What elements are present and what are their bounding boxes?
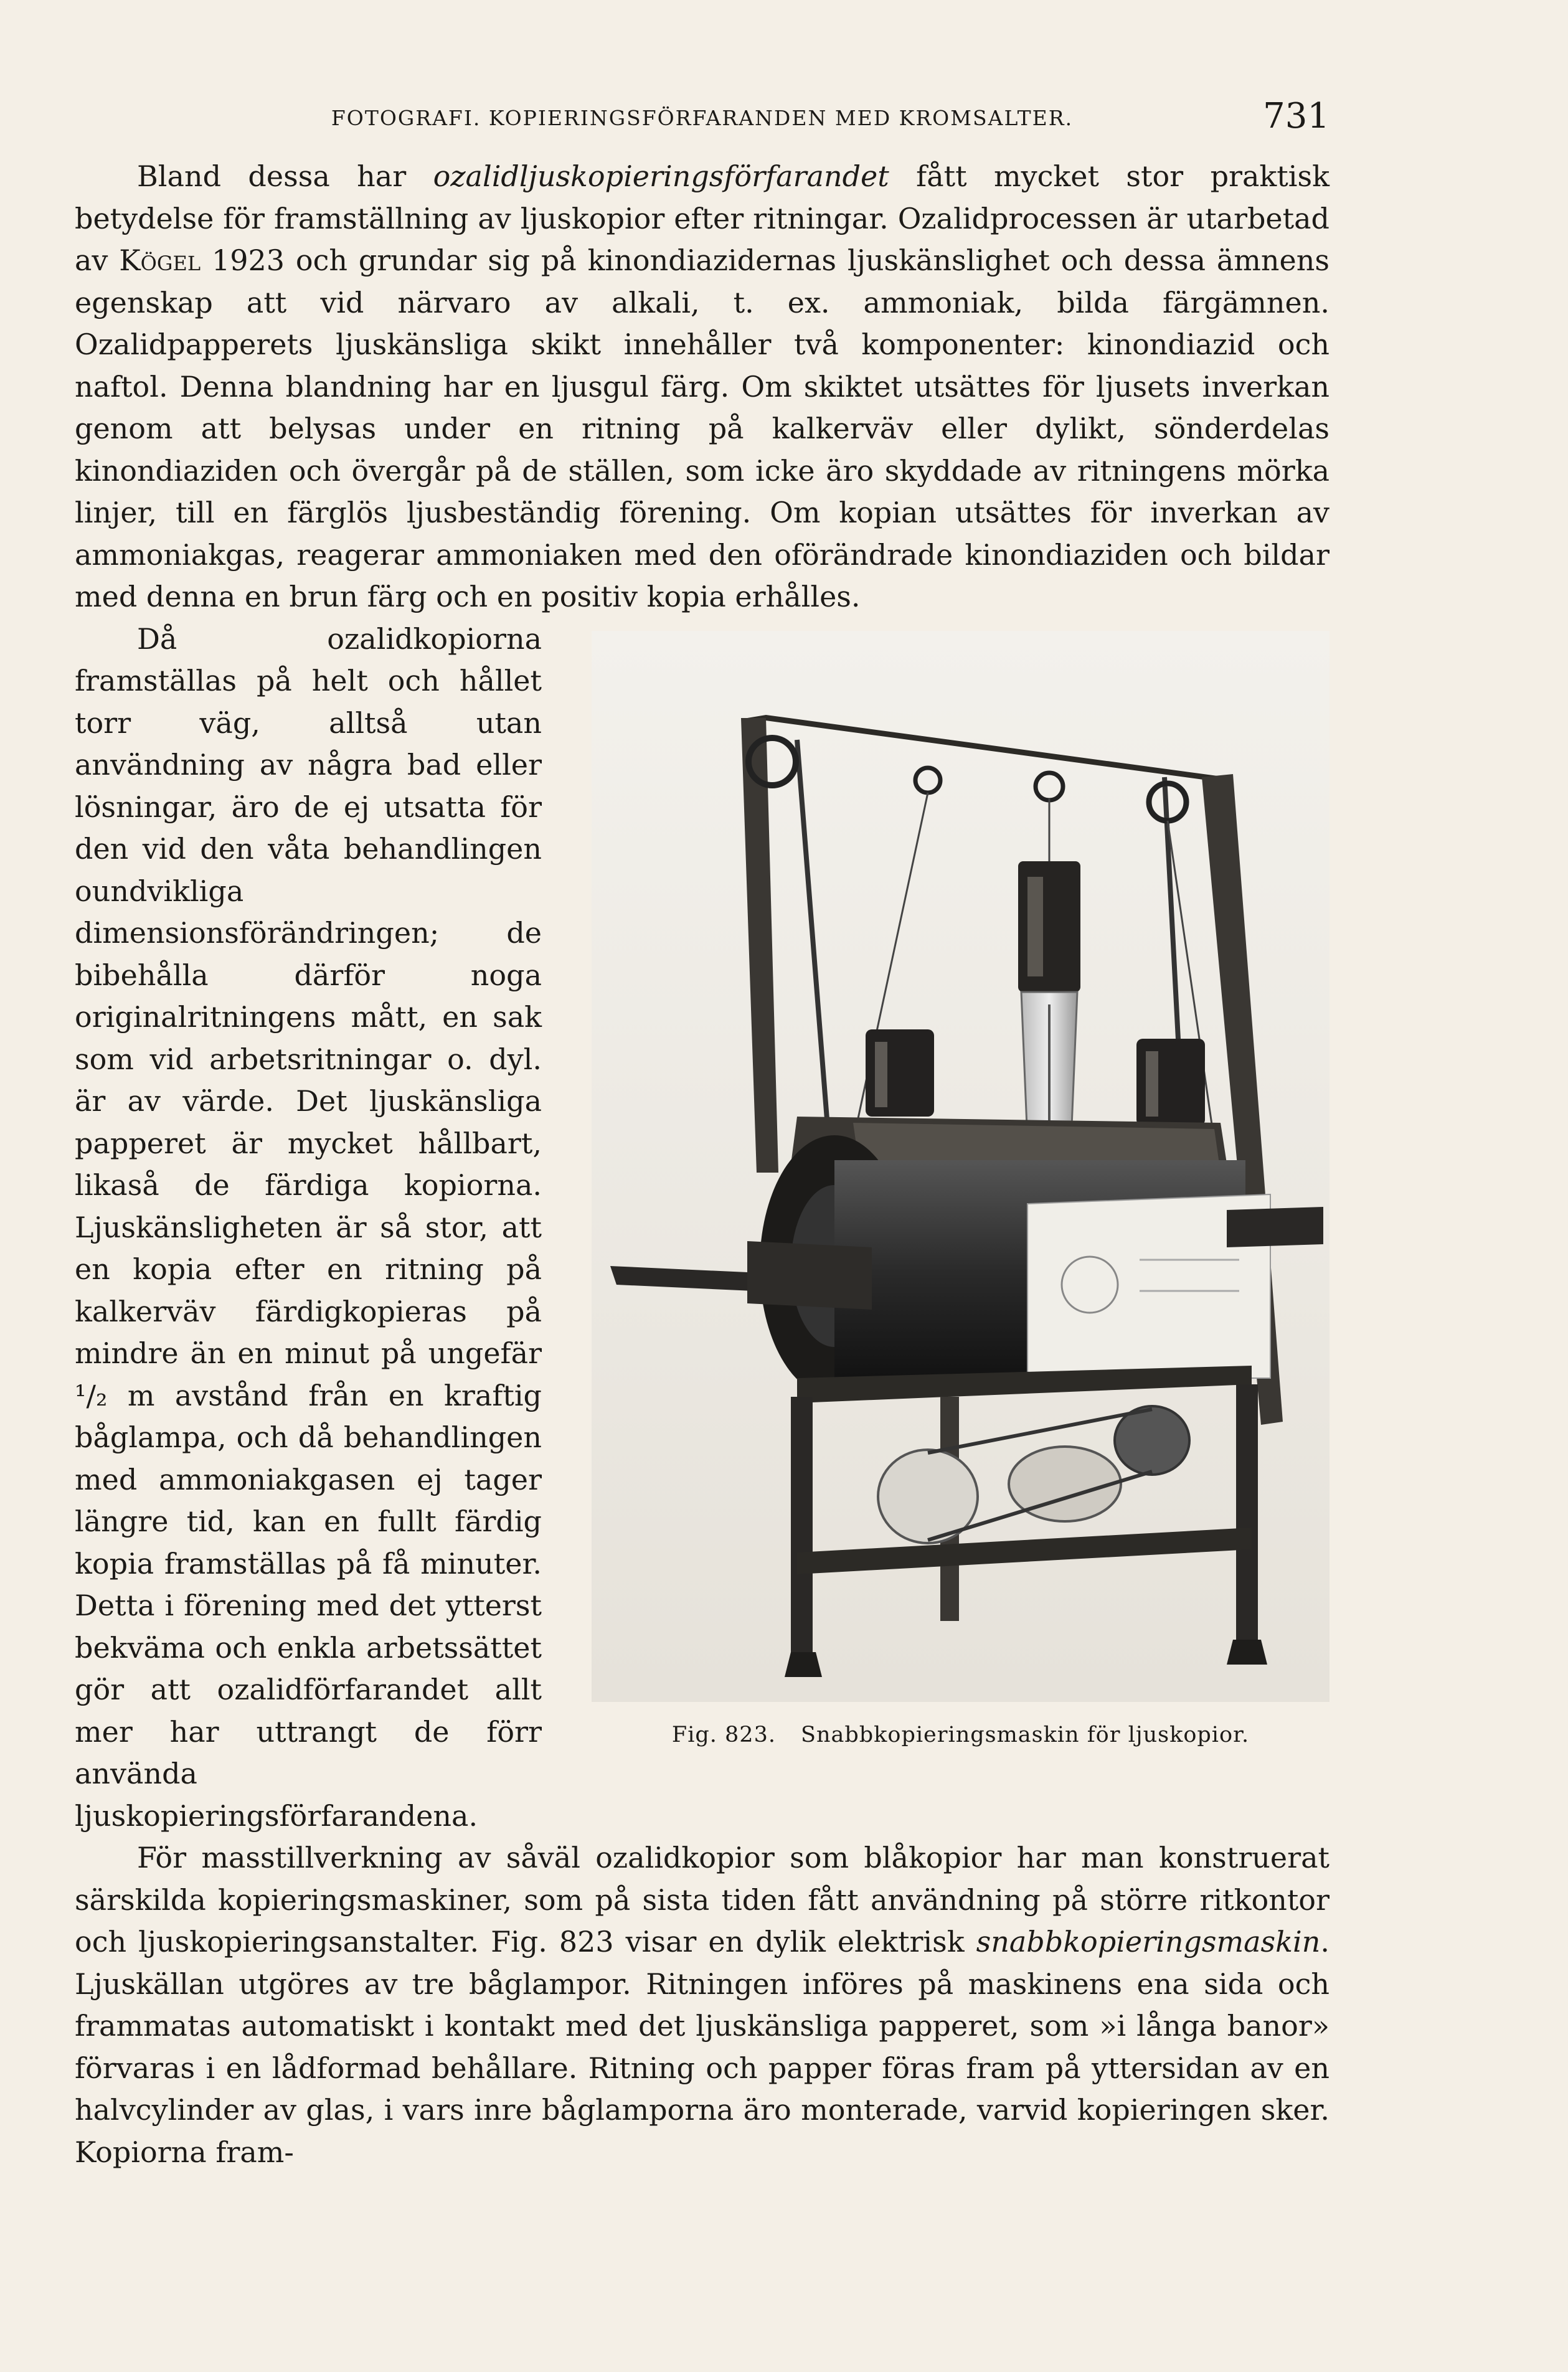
machine-photograph — [592, 631, 1329, 1702]
figure-caption — [592, 1714, 1329, 1757]
paragraph-3-text-a: För masstillverkning av såväl ozalidkopior som blåkopior har man konstruerat särskilda kopieringsmaskiner, som på sista tiden fått användning på större ritkontor och ljuskopieringsanstalter. Fig. 823 visar en dylik elektrisk — [75, 1841, 1329, 1959]
figure-caption-text: Snabbkopieringsmaskin för ljuskopior. — [800, 1722, 1250, 1747]
paragraph-3-text-b: . Ljuskällan utgöres av tre båglampor. Ritningen införes på maskinens ena sida och frammatas automatiskt i kontakt med det ljuskänsliga papperet, som »i långa banor» förvaras i en lådformad behållare. Ritning och papper föras fram på yttersidan av en halvcylinder av glas, i vars inre båglamporna äro monterade, varvid kopieringen sker. Kopiorna fram- — [75, 1925, 1329, 2169]
fraction-half: ¹/₂ — [75, 1378, 108, 1412]
paragraph-3 — [75, 1837, 1329, 2173]
paragraph-1-text-c: 1923 och grundar sig på kinondiazidernas ljuskänslighet och dessa ämnens egenskap att vid närvaro av alkali, t. ex. ammoniak, bilda färgämnen. Ozalidpapperets ljuskänsliga skikt innehåller två komponenter: kinondiazid och naftol. Denna blandning har en ljusgul färg. Om skiktet utsättes för ljusets inverkan genom att belysas under en ritning på kalkerväv eller dylikt, sönderdelas kinondiaziden och övergår på de ställen, som icke äro skyddade av ritningens mörka linjer, till en färglös ljusbeständig förening. Om kopian utsättes för inverkan av ammoniakgas, reagerar ammoniaken med den oförändrade kinondiaziden och bildar med denna en brun färg och en positiv kopia erhålles. — [75, 243, 1329, 613]
running-title: FOTOGRAFI. KOPIERINGSFÖRFARANDEN MED KROMSALTER. — [331, 106, 1074, 130]
author-name: Kögel — [119, 243, 201, 277]
term-snabbkopieringsmaskin: snabbkopieringsmaskin — [976, 1925, 1321, 1959]
copying-machine-illustration — [592, 631, 1329, 1702]
figure-823 — [573, 618, 1329, 1783]
paragraph-1 — [75, 156, 1329, 618]
paragraph-2-text-b: m avstånd från en kraftig båglampa, och då behandlingen med ammoniakgasen ej tager längre tid, kan en fullt färdig kopia framställas på få minuter. Detta i förening med det ytterst bekväma och enkla arbetssättet gör att ozalidförfarandet allt mer har uttrangt de förr använda ljuskopieringsförfarandena. — [75, 1378, 542, 1833]
term-ozalid-method: ozalidljuskopieringsförfarandet — [433, 159, 889, 193]
figure-number: Fig. 823. — [671, 1722, 776, 1747]
page-header — [75, 96, 1329, 149]
paragraph-1-text-b: fått mycket stor praktisk betydelse för framställning av ljuskopior efter ritningar. Ozalidprocessen är utarbetad av — [75, 159, 1329, 277]
paragraph-2-text-a: Då ozalidkopiorna framställas på helt och hållet torr väg, alltså utan användning av några bad eller lösningar, äro de ej utsatta för den vid den våta behandlingen oundvikliga dimensionsförändringen; de bibehålla därför noga originalritningens mått, en sak som vid arbetsritningar o. dyl. är av värde. Det ljuskänsliga papperet är mycket hållbart, likaså de färdiga kopiorna. Ljuskänsligheten är så stor, att en kopia efter en ritning på kalkerväv färdigkopieras på mindre än en minut på ungefär — [75, 621, 542, 1370]
page-number: 731 — [1263, 96, 1329, 136]
paragraph-1-text-a: Bland dessa har — [137, 159, 433, 193]
body-text — [75, 156, 1329, 2173]
